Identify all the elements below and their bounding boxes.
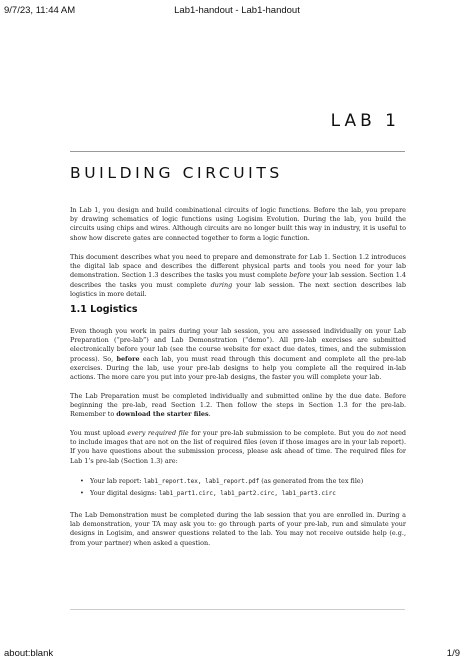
required-files-list <box>80 476 406 499</box>
title-divider <box>70 151 405 152</box>
print-footer-url: about:blank <box>4 648 54 659</box>
overview-paragraph: This document describes what you need to prepare and demonstrate for Lab 1. Section 1.2 introduces the digital lab space and describes the different physical parts and tools you need for your lab demonstration. Section 1.3 describes the tasks you must complete before your lab session. Section 1.4 describes the tasks you must complete during your lab session. The next section describes lab logistics in more detail. <box>70 253 407 298</box>
lab-label: LAB 1 <box>330 111 400 131</box>
bullet-icon: • <box>80 477 84 485</box>
print-header-title: Lab1-handout - Lab1-handout <box>174 5 300 16</box>
upload-paragraph: You must upload every required file for your pre-lab submission to be complete. But you do not need to include images that are not on the list of required files (even if those images are in your lab report). If you have questions about the submission process, please ask ahead of time. The required files for Lab 1’s pre-lab (Section 1.3) are: <box>70 429 407 465</box>
page-title: BUILDING CIRCUITS <box>70 164 283 182</box>
prep-paragraph: The Lab Preparation must be completed individually and submitted online by the due date. Before beginning the pre-lab, read Section 1.2. Then follow the steps in Section 1.3 for the pre-lab. Remember to download the starter files. <box>70 392 406 419</box>
list-item: • Your digital designs: lab1_part1.circ, lab1_part2.circ, lab1_part3.circ <box>80 488 336 497</box>
page-counter: 1/9 <box>446 648 460 659</box>
section-heading-logistics: 1.1 Logistics <box>70 304 138 315</box>
intro-paragraph: In Lab 1, you design and build combinational circuits of logic functions. Before the lab, you prepare by drawing schematics of logic functions using Logisim Evolution. During the lab, you build the circuits using chips and wires. Although circuits are no longer built this way in industry, it is useful to show how discrete gates are connected together to form a logic function. <box>70 206 406 242</box>
bullet-icon: • <box>80 488 84 497</box>
print-header-datetime: 9/7/23, 11:44 AM <box>4 5 76 16</box>
demo-paragraph: The Lab Demonstration must be completed during the lab session that you are enrolled in. During a lab demonstration, your TA may ask you to: go through parts of your pre-lab, run and simulate your designs in Logisim, and answer questions related to the lab. You may not receive outside help (e.g., from your partner) when asked a question. <box>70 511 406 547</box>
logistics-paragraph: Even though you work in pairs during your lab session, you are assessed individually on your Lab Preparation (“pre-lab”) and Lab Demonstration (“demo”). All pre-lab exercises are submitted electronically before your lab (see the course website for exact due dates, times, and the submission process). So, before each lab, you must read through this document and complete all the pre-lab exercises. During the lab, use your pre-lab designs to help you complete all the required in-lab actions. The more care you put into your pre-lab designs, the faster you will complete your lab. <box>70 327 406 382</box>
footer-divider <box>70 609 405 610</box>
list-item: • Your lab report: lab1_report.tex, lab1_report.pdf (as generated from the tex file) <box>80 477 364 485</box>
